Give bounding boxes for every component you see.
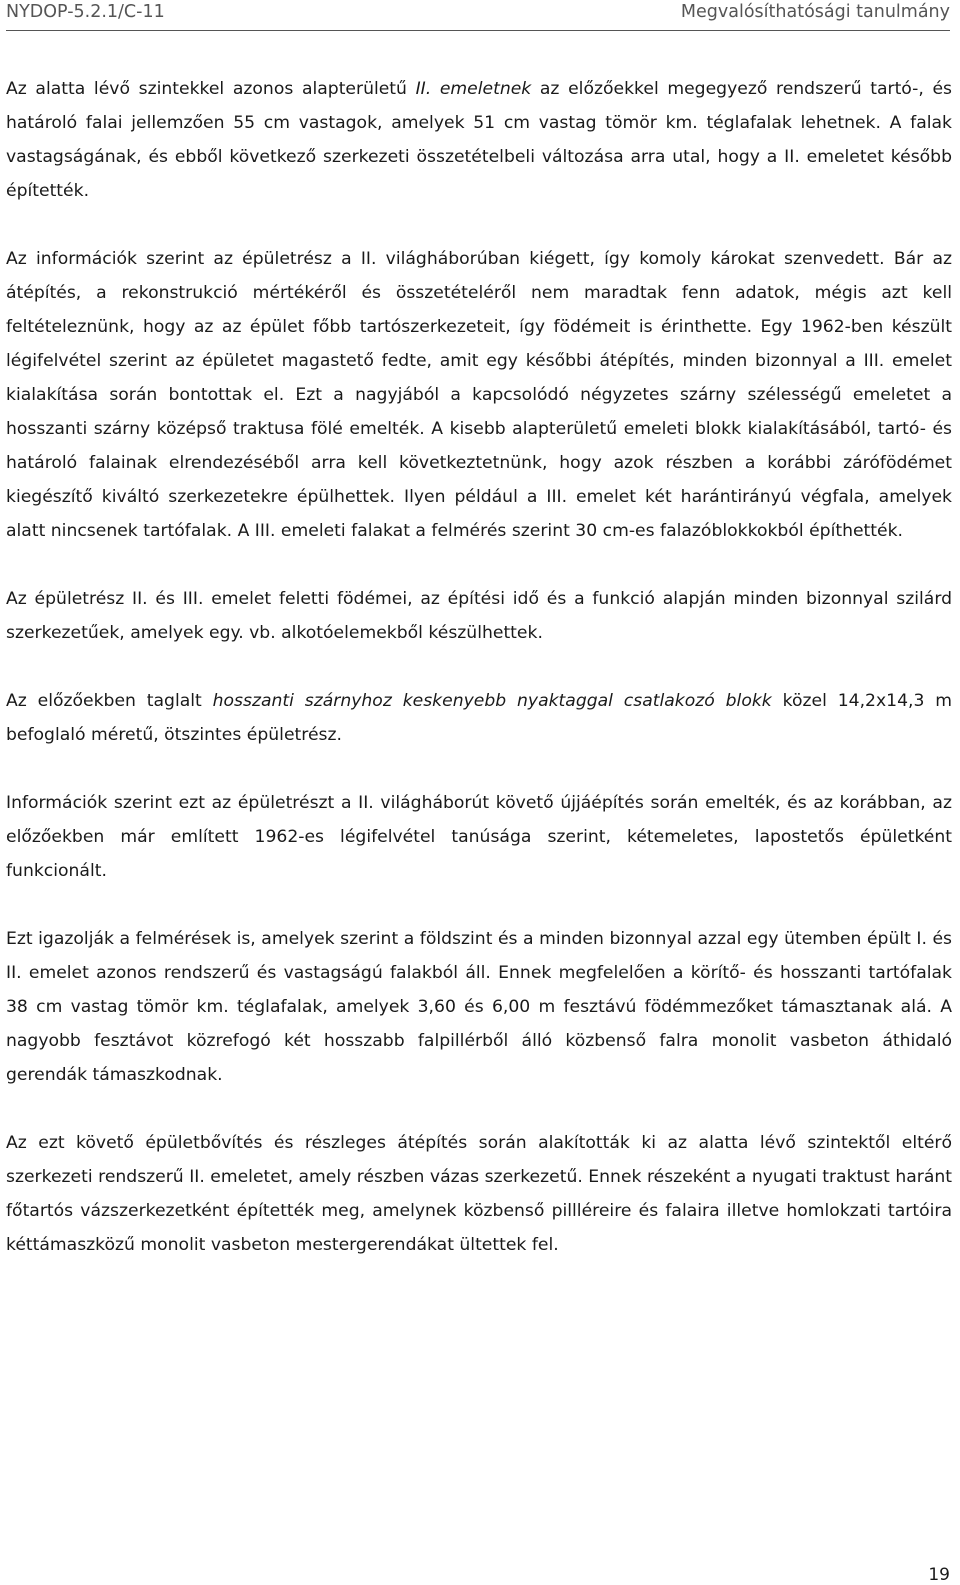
paragraph-4-emphasis: hosszanti szárnyhoz keskenyebb nyaktaggal csatlakozó blokk (212, 691, 772, 711)
paragraph-2: Az információk szerint az épületrész a II. világháborúban kiégett, így komoly károkat szenvedett. Bár az átépítés, a rekonstrukció mértékéről és összetételéről nem maradtak fenn adatok, mégis azt kell feltételeznünk, hogy az az épület főbb tartószerkezeteit, így födémeit is érinthette. Egy 1962-ben készült légifelvétel szerint az épületet magastető fedte, amit egy későbbi átépítés, minden bizonnyal a III. emelet kialakítása során bontottak el. Ezt a nagyjából a kapcsolódó négyzetes szárny szélességű emeletet a hosszanti szárny középső traktusa fölé emelték. A kisebb alapterületű emeleti blokk kialakításából, tartó- és határoló falainak elrendezéséből arra kell következtetnünk, hogy azok részben a korábbi zárófödémet kiegészítő kiváltó szerkezetekre épülhettek. Ilyen például a III. emelet két harántirányú végfala, amelyek alatt nincsenek tartófalak. A III. emeleti falakat a felmérés szerint 30 cm-es falazóblokkokból építhették. (6, 249, 952, 541)
document-body (6, 72, 952, 1262)
paragraph-1-text-c: az előzőekkel megegyező rendszerű tartó-, és határoló falai jellemzően 55 cm vastagok, amelyek 51 cm vastag tömör km. téglafalak lehetnek. A falak vastagságának, és ebből következő szerkezeti összetételbeli változása arra utal, hogy a II. emeletet később építették. (6, 79, 952, 201)
paragraph-4-text-a: Az előzőekben taglalt (6, 691, 213, 711)
paragraph-1-emphasis: II. emeletnek (415, 79, 532, 99)
paragraph-5: Információk szerint ezt az épületrészt a II. világháborút követő újjáépítés során emelték, és az korábban, az előzőekben már említett 1962-es légifelvétel tanúsága szerint, kétemeletes, lapostetős épületként funkcionált. (6, 793, 952, 881)
paragraph-6: Ezt igazolják a felmérések is, amelyek szerint a földszint és a minden bizonnyal azzal egy ütemben épült I. és II. emelet azonos rendszerű és vastagságú falakból áll. Ennek megfelelően a körítő- és hosszanti tartófalak 38 cm vastag tömör km. téglafalak, amelyek 3,60 és 6,00 m fesztávú födémmezőket támasztanak alá. A nagyobb fesztávot közrefogó két hosszabb falpillérből álló közbenső falra monolit vasbeton áthidaló gerendák támaszkodnak. (6, 929, 952, 1085)
paragraph-4-text-c: közel 14,2x14,3 m befoglaló méretű, ötszintes épületrész. (6, 691, 952, 745)
document-code: NYDOP-5.2.1/C-11 (6, 2, 165, 22)
paragraph-1 (6, 72, 952, 208)
paragraph-7: Az ezt követő épületbővítés és részleges átépítés során alakították ki az alatta lévő szintektől eltérő szerkezeti rendszerű II. emeletet, amely részben vázas szerkezetű. Ennek részeként a nyugati traktust haránt főtartós vázszerkezetként építették meg, amelynek közbenső pillléreire és falaira illetve homlokzati tartóira kéttámaszközű monolit vasbeton mestergerendákat ültettek fel. (6, 1133, 952, 1255)
page-number: 19 (928, 1565, 950, 1585)
page-header (6, 0, 950, 31)
paragraph-3: Az épületrész II. és III. emelet feletti födémei, az építési idő és a funkció alapján minden bizonnyal szilárd szerkezetűek, amelyek egy. vb. alkotóelemekből készülhettek. (6, 589, 952, 643)
paragraph-4 (6, 684, 952, 752)
document-title: Megvalósíthatósági tanulmány (680, 2, 950, 22)
paragraph-1-text-a: Az alatta lévő szintekkel azonos alapterületű (6, 79, 416, 99)
